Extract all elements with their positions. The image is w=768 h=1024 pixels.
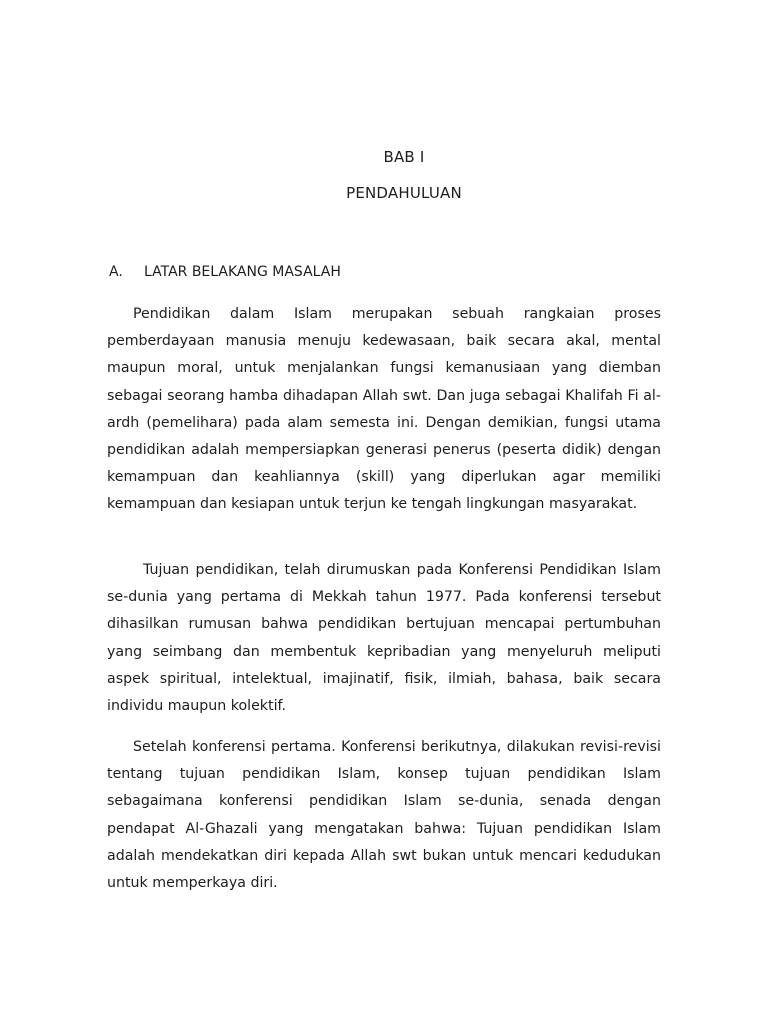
paragraph-2: Tujuan pendidikan, telah dirumuskan pada Konferensi Pendidikan Islam se-dunia yang pertama di Mekkah tahun 1977. Pada konferensi tersebut dihasilkan rumusan bahwa pendidikan bertujuan mencapai pertumbuhan yang seimbang dan membentuk kepribadian yang menyeluruh meliputi aspek spiritual, intelektual, imajinatif, fisik, ilmiah, bahasa, baik secara individu maupun kolektif. xyxy=(107,562,661,715)
section-heading xyxy=(109,264,341,280)
paragraph-1: Pendidikan dalam Islam merupakan sebuah rangkaian proses pemberdayaan manusia menuju kedewasaan, baik secara akal, mental maupun moral, untuk menjalankan fungsi kemanusiaan yang diemban sebagai seorang hamba dihadapan Allah swt. Dan juga sebagai Khalifah Fi al-ardh (pemelihara) pada alam semesta ini. Dengan demikian, fungsi utama pendidikan adalah mempersiapkan generasi penerus (peserta didik) dengan kemampuan dan keahliannya (skill) yang diperlukan agar memiliki kemampuan dan kesiapan untuk terjun ke tengah lingkungan masyarakat. xyxy=(107,306,661,513)
section-letter: A. xyxy=(109,264,123,280)
paragraph-3: Setelah konferensi pertama. Konferensi berikutnya, dilakukan revisi-revisi tentang tujuan pendidikan Islam, konsep tujuan pendidikan Islam sebagaimana konferensi pendidikan Islam se-dunia, senada dengan pendapat Al-Ghazali yang mengatakan bahwa: Tujuan pendidikan Islam adalah mendekatkan diri kepada Allah swt bukan untuk mencari kedudukan untuk memperkaya diri. xyxy=(107,739,661,892)
chapter-title: PENDAHULUAN xyxy=(346,184,462,202)
section-title: LATAR BELAKANG MASALAH xyxy=(144,264,341,280)
chapter-label: BAB I xyxy=(383,148,425,166)
